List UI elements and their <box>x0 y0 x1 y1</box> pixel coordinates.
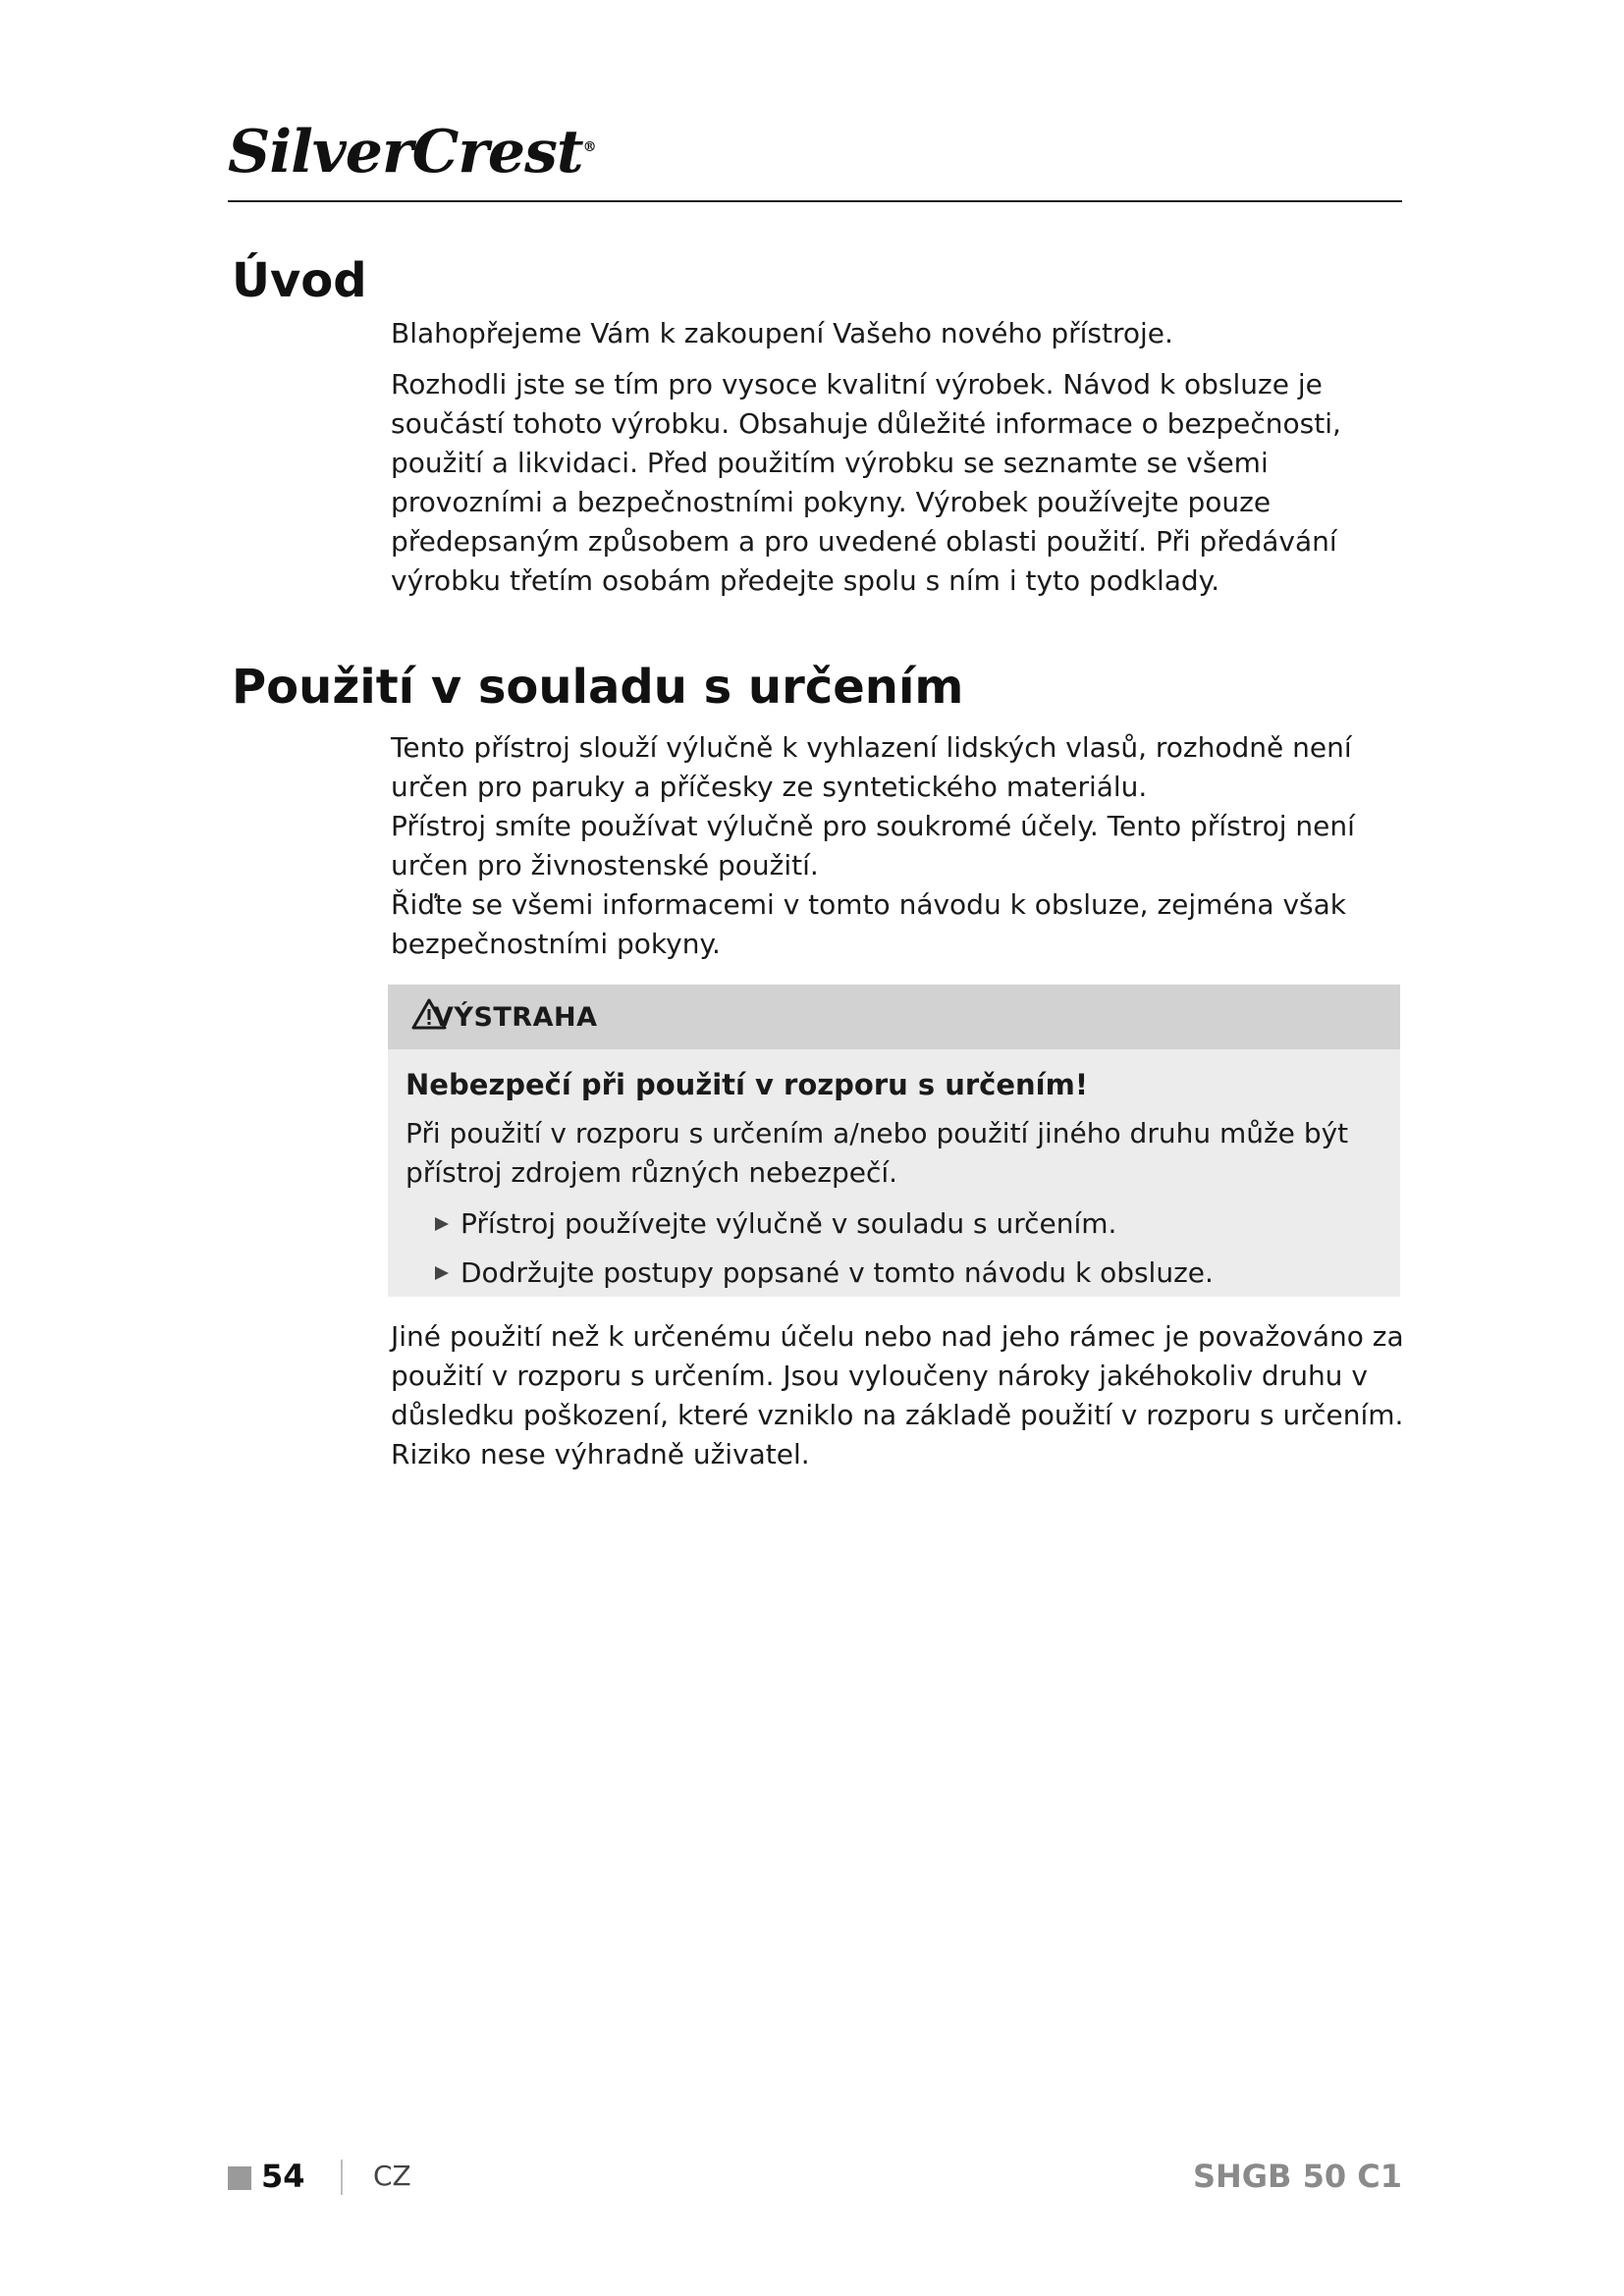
use-paragraph-2: Přístroj smíte používat výlučně pro soukromé účely. Tento přístroj není určen pro živnostenské použití. <box>391 810 1355 881</box>
warning-box <box>388 985 1400 1297</box>
brand-logo: SilverCrest® <box>228 118 596 187</box>
warning-header <box>388 985 1400 1049</box>
header-rule <box>228 200 1402 202</box>
footer-square-icon <box>228 2166 251 2190</box>
warning-title: Nebezpečí při použití v rozporu s určením! <box>406 1068 1089 1101</box>
warning-body <box>388 1049 1400 1293</box>
heading-intended-use: Použití v souladu s určením <box>232 660 964 715</box>
use-paragraph-1: Tento přístroj slouží výlučně k vyhlazení lidských vlasů, rozhodně není určen pro paruky a příčesky ze syntetického materiálu. <box>391 731 1352 803</box>
warning-bullet-2: Dodržujte postupy popsané v tomto návodu k obsluze. <box>406 1254 1382 1293</box>
footer-language: CZ <box>373 2160 411 2192</box>
closing-text <box>391 1317 1408 1474</box>
bullet-arrow-icon <box>435 1217 449 1231</box>
page-number: 54 <box>261 2158 305 2195</box>
use-paragraph-3: Řiďte se všemi informacemi v tomto návodu k obsluze, zejména však bezpečnostními pokyny. <box>391 888 1346 960</box>
heading-intro: Úvod <box>232 253 367 308</box>
warning-label: VÝSTRAHA <box>433 1001 598 1033</box>
warning-text: Při použití v rozporu s určením a/nebo použití jiného druhu může být přístroj zdrojem různých nebezpečí. <box>406 1117 1349 1189</box>
warning-bullet-1: Přístroj používejte výlučně v souladu s určením. <box>406 1204 1382 1244</box>
footer-divider <box>341 2160 343 2195</box>
closing-paragraph: Jiné použití než k určenému účelu nebo nad jeho rámec je považováno za použití v rozporu s určením. Jsou vyloučeny nároky jakéhokoliv druhu v důsledku poškození, které vzniklo na základě použití v rozporu s určením. Riziko nese výhradně uživatel. <box>391 1320 1404 1470</box>
bullet-arrow-icon <box>435 1266 449 1280</box>
footer-model: SHGB 50 C1 <box>1192 2158 1402 2195</box>
intro-text <box>391 314 1408 601</box>
intended-use-text <box>391 728 1408 964</box>
intro-paragraph-1: Blahopřejeme Vám k zakoupení Vašeho nového přístroje. <box>391 317 1173 349</box>
intro-paragraph-2: Rozhodli jste se tím pro vysoce kvalitní výrobek. Návod k obsluze je součástí tohoto výrobku. Obsahuje důležité informace o bezpečnosti, použití a likvidaci. Před použitím výrobku se seznamte se všemi provozními a bezpečnostními pokyny. Výrobek používejte pouze předepsaným způsobem a pro uvedené oblasti použití. Při předávání výrobku třetím osobám předejte spolu s ním i tyto podklady. <box>391 368 1341 597</box>
